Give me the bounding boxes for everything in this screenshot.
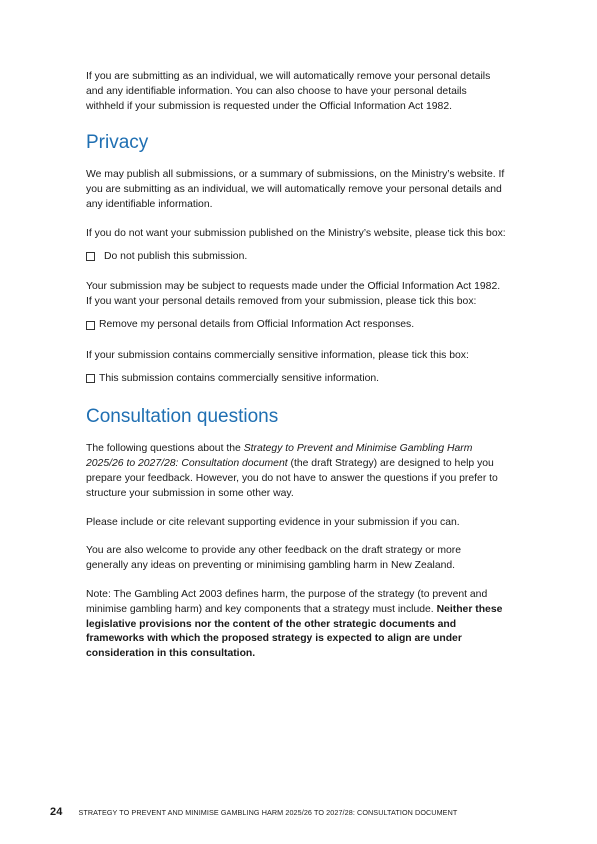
page-footer bbox=[50, 806, 550, 818]
privacy-paragraph-4: If your submission contains commercially sensitive information, please tick this box: bbox=[86, 349, 469, 361]
privacy-paragraph-3: Your submission may be subject to requests made under the Official Information Act 1982. If you want your personal details removed from your submission, please tick this box: bbox=[86, 281, 501, 308]
do-not-publish-checkbox[interactable] bbox=[86, 252, 95, 261]
consultation-paragraph-2: Please include or cite relevant supporting evidence in your submission if you can. bbox=[86, 516, 460, 528]
note-text: Note: The Gambling Act 2003 defines harm, the purpose of the strategy (to prevent and minimise gambling harm) and key components that a strategy must include. bbox=[86, 588, 488, 615]
page-content bbox=[86, 70, 506, 676]
consultation-p1-text-end: (the draft Strategy) are designed to help you prepare your feedback. However, you do not have to answer the questions if you prefer to structure your submission in some other way. bbox=[86, 458, 498, 499]
remove-details-label: Remove my personal details from Official Information Act responses. bbox=[99, 318, 415, 330]
consultation-heading: Consultation questions bbox=[86, 406, 279, 428]
do-not-publish-label: Do not publish this submission. bbox=[104, 250, 248, 262]
remove-details-checkbox[interactable] bbox=[86, 321, 95, 330]
running-title: STRATEGY TO PREVENT AND MINIMISE GAMBLING HARM 2025/26 TO 2027/28: CONSULTATION DOCUMENT bbox=[78, 808, 458, 817]
commercially-sensitive-checkbox[interactable] bbox=[86, 374, 95, 383]
page-number: 24 bbox=[50, 806, 63, 818]
consultation-paragraph-3: You are also welcome to provide any other feedback on the draft strategy or more generally any ideas on preventing or minimising gambling harm in New Zealand. bbox=[86, 545, 462, 572]
consultation-paragraph-1 bbox=[86, 442, 506, 501]
consultation-paragraph-4 bbox=[86, 588, 506, 662]
note-bold-text: Neither these legislative provisions nor the content of the other strategic documents and frameworks with which the proposed strategy is expected to align are under consideration in this consultation. bbox=[86, 603, 503, 660]
privacy-paragraph-1: We may publish all submissions, or a summary of submissions, on the Ministry’s website. If you are submitting as an individual, we will automatically remove your personal details and any identifiable information. bbox=[86, 169, 505, 210]
commercially-sensitive-label: This submission contains commercially sensitive information. bbox=[99, 372, 380, 384]
intro-paragraph: If you are submitting as an individual, we will automatically remove your personal details and any identifiable information. You can also choose to have your personal details withheld if your submission is requested under the Official Information Act 1982. bbox=[86, 71, 491, 112]
privacy-paragraph-2: If you do not want your submission published on the Ministry’s website, please tick this box: bbox=[86, 227, 506, 239]
commercially-sensitive-option[interactable] bbox=[86, 372, 506, 387]
do-not-publish-option[interactable] bbox=[86, 250, 506, 265]
consultation-p1-text: The following questions about the bbox=[86, 443, 244, 455]
remove-details-option[interactable] bbox=[86, 318, 506, 333]
strategy-document-title: Strategy to Prevent and Minimise Gambling Harm 2025/26 to 2027/28: Consultation document bbox=[86, 443, 473, 470]
privacy-heading: Privacy bbox=[86, 132, 149, 154]
